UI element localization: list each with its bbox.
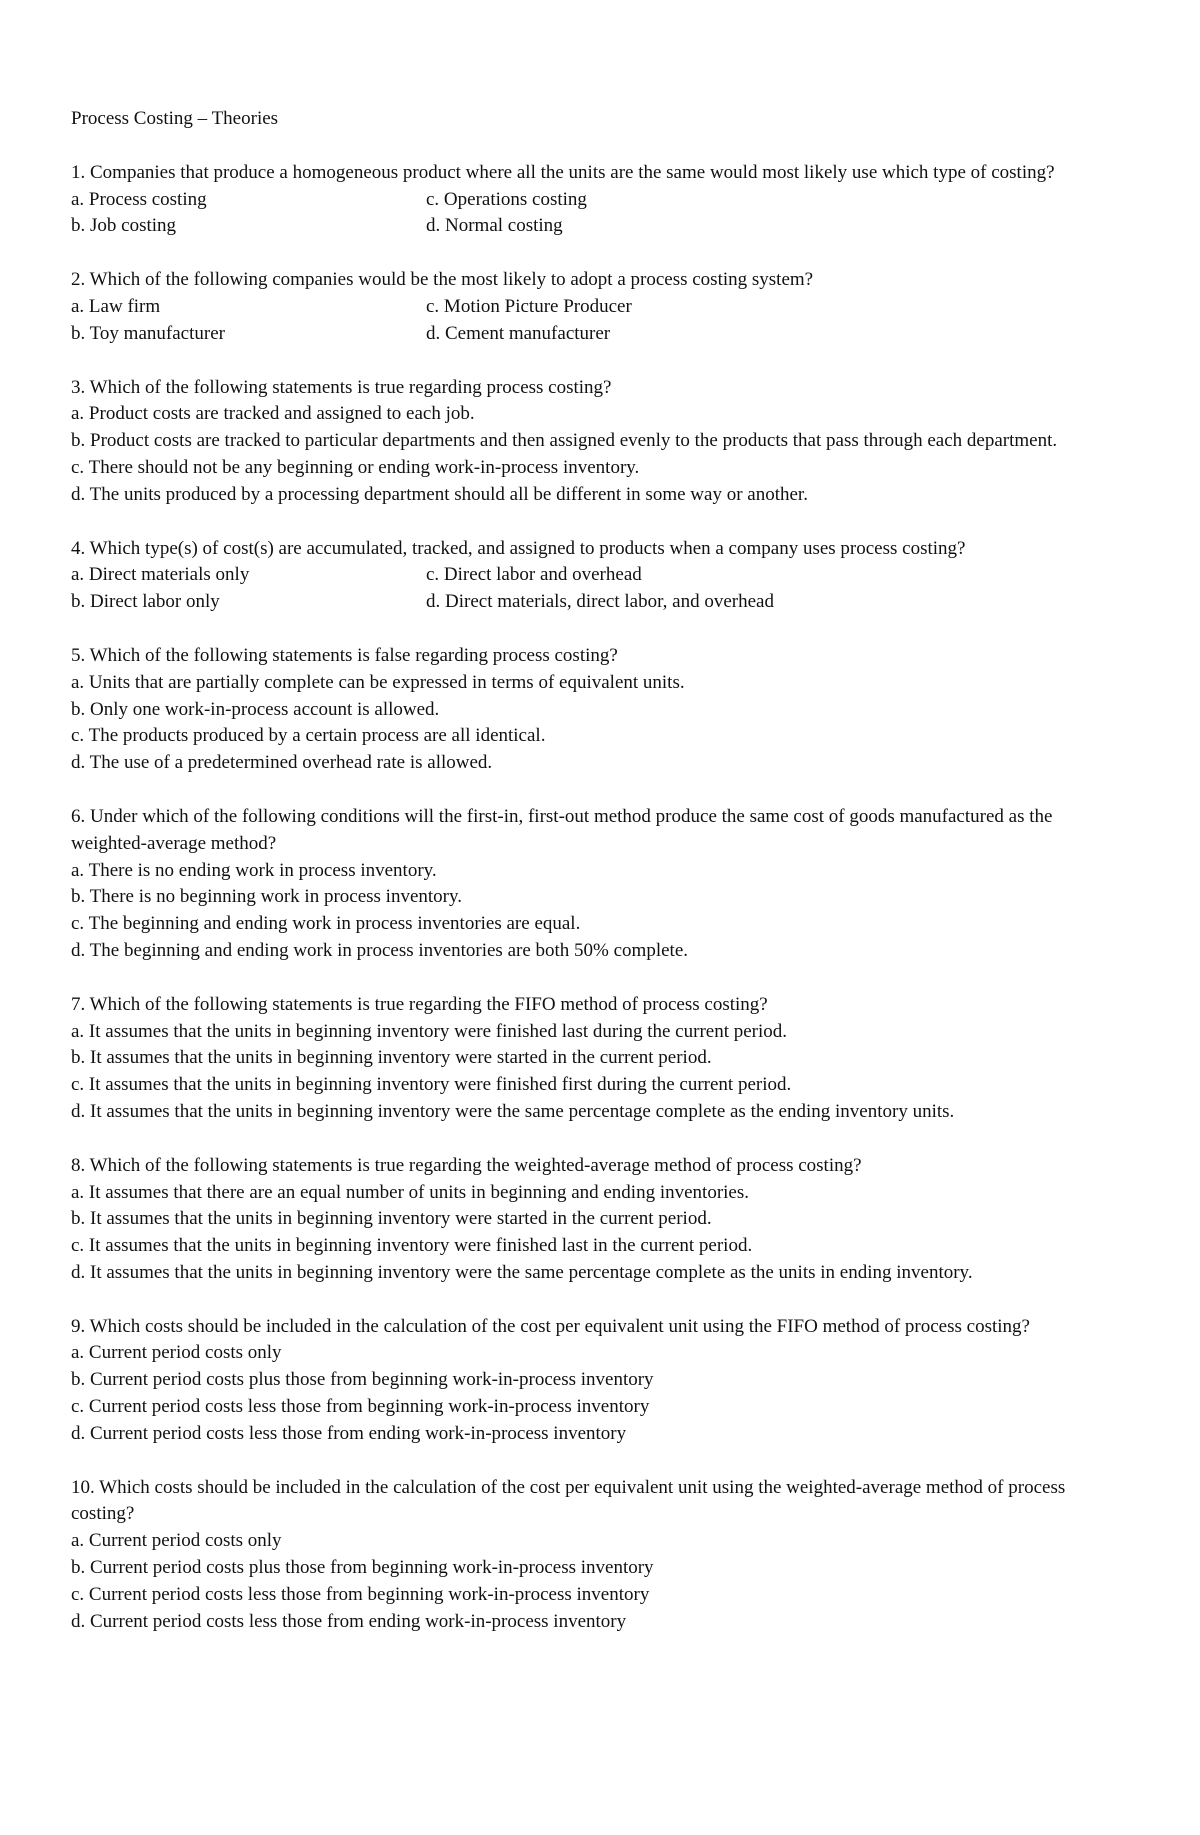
- question-text: 5. Which of the following statements is false regarding process costing?: [71, 644, 618, 666]
- option-a: a. Direct materials only: [71, 564, 250, 586]
- question-text: 1. Companies that produce a homogeneous product where all the units are the same would most likely use which type of costing?: [71, 161, 1055, 183]
- option-c: c. Operations costing: [426, 188, 587, 210]
- options: [71, 1340, 1131, 1447]
- question-1: [71, 160, 1131, 240]
- question-text: 4. Which type(s) of cost(s) are accumulated, tracked, and assigned to products when a company uses process costing?: [71, 537, 966, 559]
- option-b: b. Current period costs plus those from beginning work-in-process inventory: [71, 1369, 654, 1391]
- option-b: b. It assumes that the units in beginning inventory were started in the current period.: [71, 1208, 712, 1230]
- option-c: c. Current period costs less those from beginning work-in-process inventory: [71, 1583, 650, 1605]
- option-d: d. Current period costs less those from ending work-in-process inventory: [71, 1610, 627, 1632]
- option-c: c. There should not be any beginning or ending work-in-process inventory.: [71, 456, 640, 478]
- options: [71, 670, 1131, 777]
- option-a: a. Product costs are tracked and assigned to each job.: [71, 403, 475, 425]
- option-b: b. Job costing: [71, 215, 177, 237]
- options: [71, 401, 1131, 508]
- question-text: 9. Which costs should be included in the calculation of the cost per equivalent unit using the FIFO method of process costing?: [71, 1315, 1030, 1337]
- option-a: a. Current period costs only: [71, 1530, 282, 1552]
- option-d: d. Normal costing: [426, 215, 563, 237]
- option-b: b. There is no beginning work in process inventory.: [71, 886, 463, 908]
- question-8: [71, 1153, 1131, 1287]
- option-d: d. It assumes that the units in beginning inventory were the same percentage complete as the units in ending inventory.: [71, 1261, 973, 1283]
- question-text: 7. Which of the following statements is true regarding the FIFO method of process costing?: [71, 993, 768, 1015]
- option-a: a. It assumes that there are an equal number of units in beginning and ending inventories.: [71, 1181, 750, 1203]
- option-a: a. Current period costs only: [71, 1342, 282, 1364]
- option-b: b. Direct labor only: [71, 591, 220, 613]
- question-3: [71, 375, 1131, 509]
- option-a: a. Law firm: [71, 295, 161, 317]
- option-a: a. Units that are partially complete can be expressed in terms of equivalent units.: [71, 671, 685, 693]
- option-c: c. The beginning and ending work in process inventories are equal.: [71, 913, 581, 935]
- question-text: 6. Under which of the following conditions will the first-in, first-out method produce the same cost of goods manufactured as the weighted-average method?: [71, 805, 1053, 854]
- option-b: b. Toy manufacturer: [71, 322, 225, 344]
- option-a: a. It assumes that the units in beginning inventory were finished last during the current period.: [71, 1020, 788, 1042]
- options: [71, 858, 1131, 965]
- option-b: b. Only one work-in-process account is allowed.: [71, 698, 440, 720]
- question-4: [71, 536, 1131, 616]
- option-d: d. Cement manufacturer: [426, 322, 611, 344]
- question-6: [71, 804, 1131, 965]
- question-9: [71, 1314, 1131, 1448]
- option-a: a. Process costing: [71, 188, 207, 210]
- question-7: [71, 992, 1131, 1126]
- option-a: a. There is no ending work in process inventory.: [71, 859, 437, 881]
- options: [71, 1528, 1131, 1635]
- options: [71, 1180, 1131, 1287]
- option-d: d. It assumes that the units in beginning inventory were the same percentage complete as the ending inventory units.: [71, 1100, 955, 1122]
- option-b: b. Product costs are tracked to particular departments and then assigned evenly to the products that pass through each department.: [71, 430, 1058, 452]
- options: [71, 294, 1131, 348]
- options: [71, 187, 1131, 241]
- option-d: d. The use of a predetermined overhead rate is allowed.: [71, 752, 493, 774]
- question-text: 3. Which of the following statements is true regarding process costing?: [71, 376, 612, 398]
- question-2: [71, 267, 1131, 347]
- option-c: c. The products produced by a certain process are all identical.: [71, 725, 546, 747]
- question-10: [71, 1475, 1131, 1636]
- question-text: 2. Which of the following companies would be the most likely to adopt a process costing system?: [71, 269, 814, 291]
- option-b: b. It assumes that the units in beginning inventory were started in the current period.: [71, 1047, 712, 1069]
- question-5: [71, 643, 1131, 777]
- option-d: d. Current period costs less those from ending work-in-process inventory: [71, 1422, 627, 1444]
- option-b: b. Current period costs plus those from beginning work-in-process inventory: [71, 1557, 654, 1579]
- option-c: c. It assumes that the units in beginning inventory were finished last in the current period.: [71, 1235, 753, 1257]
- option-d: d. The beginning and ending work in process inventories are both 50% complete.: [71, 939, 688, 961]
- document-page: [71, 106, 1131, 1662]
- options: [71, 1019, 1131, 1126]
- option-d: d. Direct materials, direct labor, and overhead: [426, 591, 774, 613]
- options: [71, 562, 1131, 616]
- option-d: d. The units produced by a processing department should all be different in some way or another.: [71, 483, 808, 505]
- question-text: 8. Which of the following statements is true regarding the weighted-average method of process costing?: [71, 1154, 862, 1176]
- option-c: c. It assumes that the units in beginning inventory were finished first during the current period.: [71, 1074, 792, 1096]
- option-c: c. Current period costs less those from beginning work-in-process inventory: [71, 1396, 650, 1418]
- option-c: c. Direct labor and overhead: [426, 564, 642, 586]
- question-text: 10. Which costs should be included in the calculation of the cost per equivalent unit using the weighted-average method of process costing?: [71, 1476, 1066, 1525]
- document-title: Process Costing – Theories: [71, 108, 279, 129]
- option-c: c. Motion Picture Producer: [426, 295, 632, 317]
